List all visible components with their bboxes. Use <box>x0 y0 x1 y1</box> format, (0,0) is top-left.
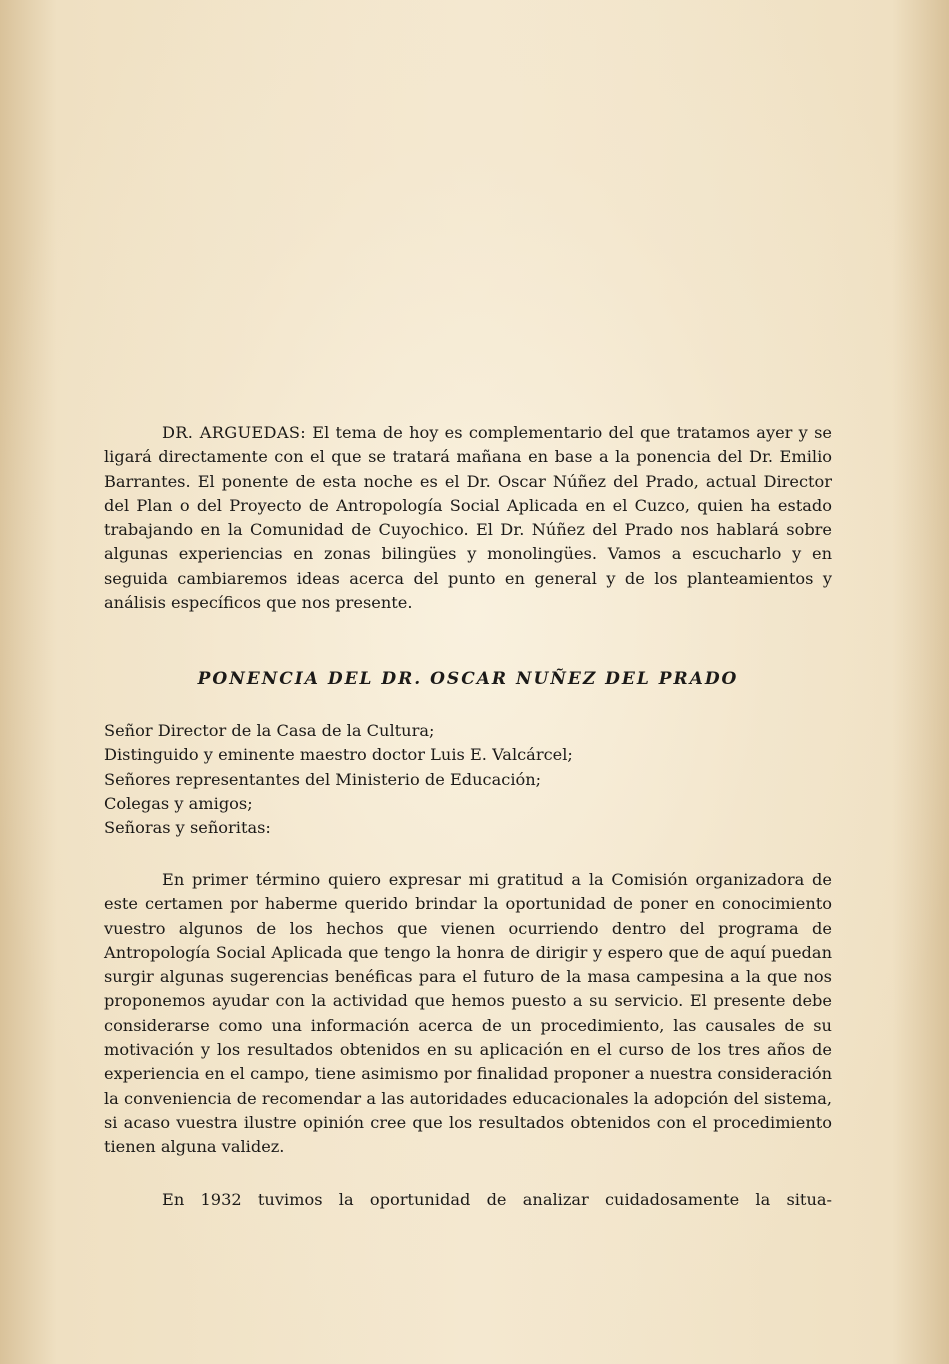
lecture-heading: PONENCIA DEL DR. OSCAR NUÑEZ DEL PRADO <box>197 669 739 689</box>
body-paragraph-2: En 1932 tuvimos la oportunidad de analizar cuidadosamente la situa- <box>162 1190 832 1209</box>
salutation-line: Señoras y señoritas: <box>104 818 271 838</box>
salutation-line: Distinguido y eminente maestro doctor Luis E. Valcárcel; <box>104 745 573 765</box>
salutation-line: Colegas y amigos; <box>104 793 253 813</box>
salutation-line: Señores representantes del Ministerio de Educación; <box>104 769 542 789</box>
body-paragraph-1: En primer término quiero expresar mi gratitud a la Comisión organizadora de este certamen por haberme querido brindar la oportunidad de poner en conocimiento vuestro algunos de los hechos que vienen ocurriendo dentro del programa de Antropología Social Aplicada que tengo la honra de dirigir y espero que de aquí puedan surgir algunas sugerencias benéficas para el futuro de la masa campesina a la que nos proponemos ayudar con la actividad que hemos puesto a su servicio. El presente debe considerarse como una información acerca de un procedimiento, las causales de su motivación y los resultados obtenidos en su aplicación en el curso de los tres años de experiencia en el campo, tiene asimismo por finalidad proponer a nuestra consideración la conveniencia de recomendar a las autoridades educacionales la adopción del sistema, si acaso vuestra ilustre opinión cree que los resultados obtenidos con el procedimiento tienen alguna validez. <box>104 870 832 1157</box>
salutations-list <box>104 719 832 840</box>
salutation-line: Señor Director de la Casa de la Cultura; <box>104 721 435 740</box>
intro-paragraph <box>104 421 832 615</box>
intro-text: El tema de hoy es complementario del que tratamos ayer y se ligará directamente con el que se tratará mañana en base a la ponencia del Dr. Emilio Barrantes. El ponente de esta noche es el Dr. Oscar Núñez del Prado, actual Director del Plan o del Proyecto de Antropología Social Aplicada en el Cuzco, quien ha estado trabajando en la Comunidad de Cuyochico. El Dr. Núñez del Prado nos hablará sobre algunas experiencias en zonas bilingües y monolingües. Vamos a escucharlo y en seguida cambiaremos ideas acerca del punto en general y de los planteamientos y análisis específicos que nos presente. <box>104 423 832 613</box>
speaker-label: DR. ARGUEDAS: <box>162 423 306 442</box>
